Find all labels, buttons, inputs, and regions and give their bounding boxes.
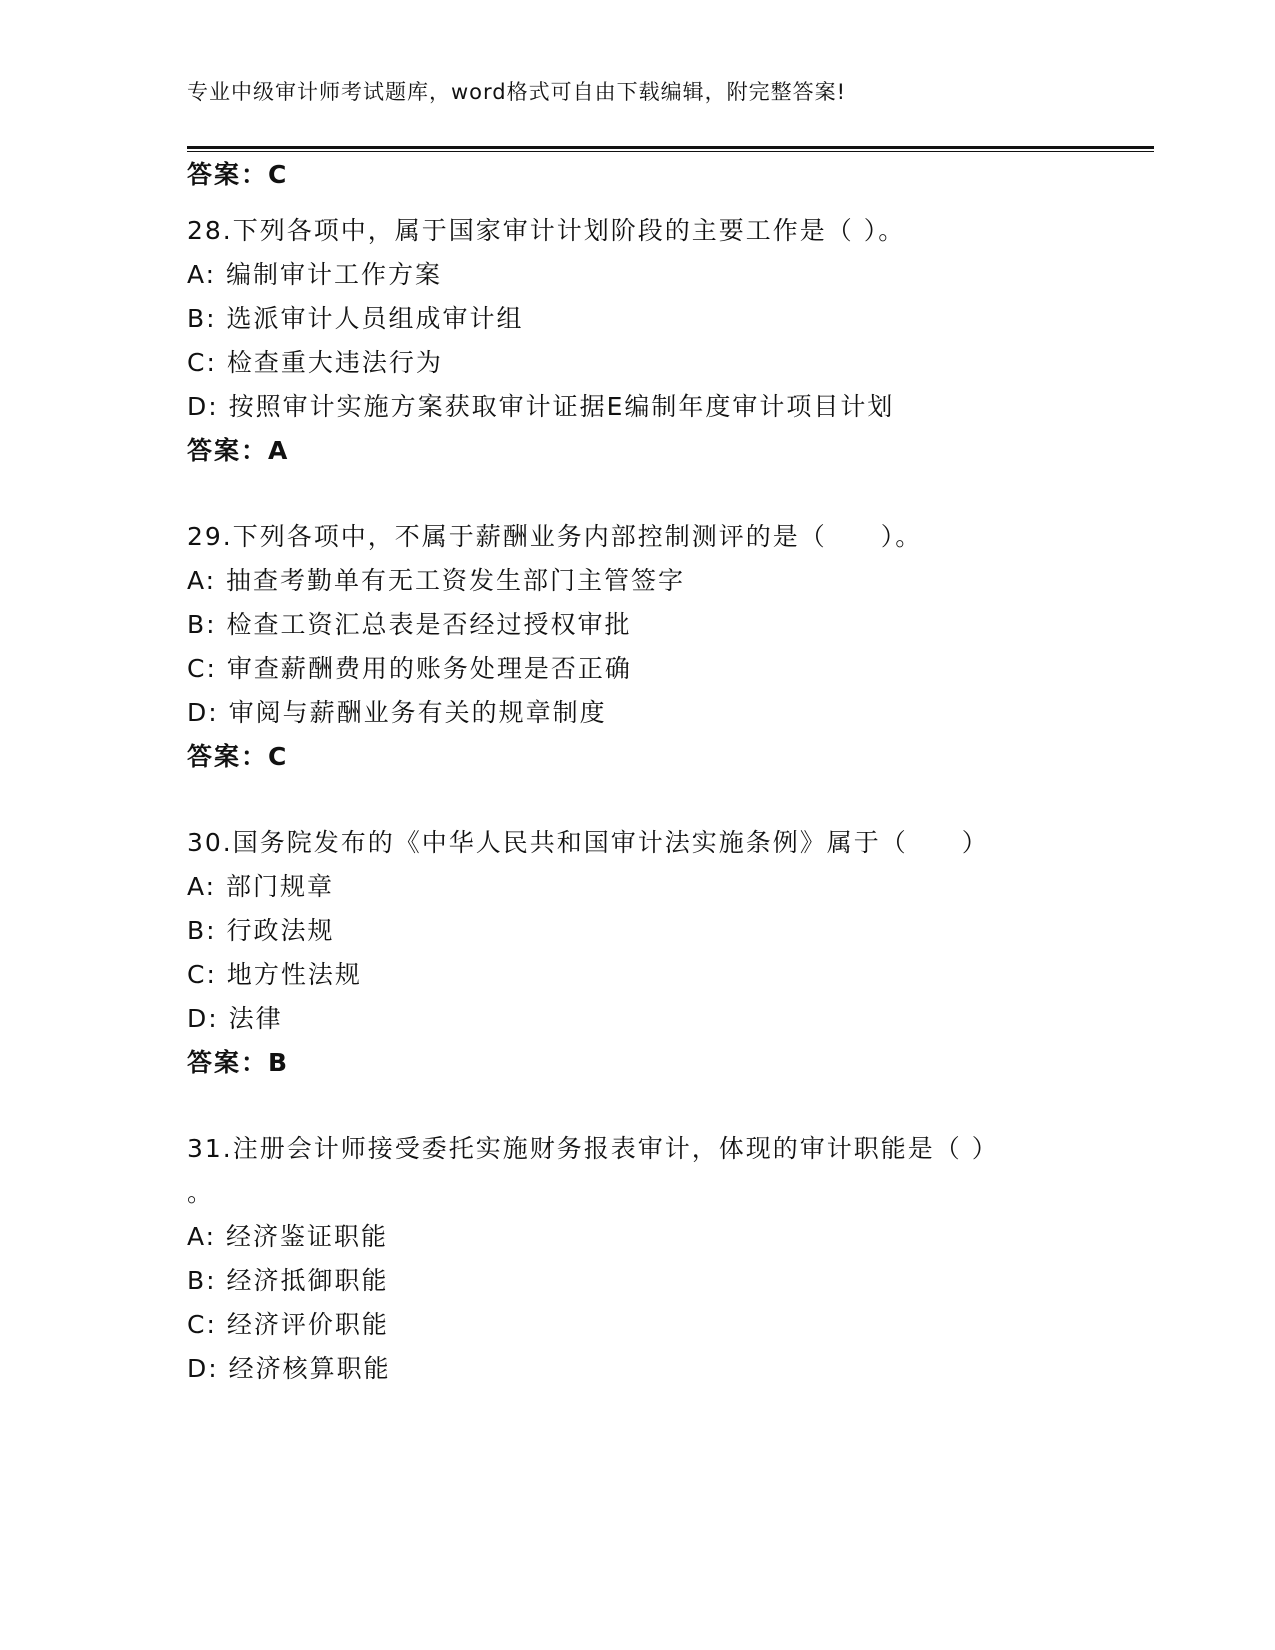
q31-option-c: C: 经济评价职能 bbox=[187, 1310, 389, 1339]
answer-prev: 答案：C bbox=[187, 160, 289, 189]
q28-option-b: B: 选派审计人员组成审计组 bbox=[187, 304, 524, 333]
q29-answer: 答案：C bbox=[187, 742, 289, 771]
q28-answer: 答案：A bbox=[187, 436, 290, 465]
header-rule-thick bbox=[187, 146, 1154, 149]
q30-stem: 30.国务院发布的《中华人民共和国审计法实施条例》属于（ ） bbox=[187, 828, 989, 857]
q29-option-b: B: 检查工资汇总表是否经过授权审批 bbox=[187, 610, 632, 639]
q31-option-a: A: 经济鉴证职能 bbox=[187, 1222, 389, 1251]
q29-option-d: D: 审阅与薪酬业务有关的规章制度 bbox=[187, 698, 607, 727]
q29-option-c: C: 审查薪酬费用的账务处理是否正确 bbox=[187, 654, 632, 683]
q31-option-b: B: 经济抵御职能 bbox=[187, 1266, 389, 1295]
q31-stem: 31.注册会计师接受委托实施财务报表审计，体现的审计职能是（ ） bbox=[187, 1134, 999, 1163]
q29-stem: 29.下列各项中，不属于薪酬业务内部控制测评的是（ ）。 bbox=[187, 522, 923, 551]
q30-option-b: B: 行政法规 bbox=[187, 916, 335, 945]
q30-option-c: C: 地方性法规 bbox=[187, 960, 362, 989]
header-rule-thin bbox=[187, 151, 1154, 152]
q29-option-a: A: 抽查考勤单有无工资发生部门主管签字 bbox=[187, 566, 686, 595]
q28-stem: 28.下列各项中，属于国家审计计划阶段的主要工作是（ ）。 bbox=[187, 216, 906, 245]
q30-option-a: A: 部门规章 bbox=[187, 872, 335, 901]
page-header: 专业中级审计师考试题库，word格式可自由下载编辑，附完整答案! bbox=[187, 80, 847, 104]
q31-stem-continued: 。 bbox=[187, 1178, 215, 1207]
q28-option-c: C: 检查重大违法行为 bbox=[187, 348, 443, 377]
q28-option-a: A: 编制审计工作方案 bbox=[187, 260, 443, 289]
q30-answer: 答案：B bbox=[187, 1048, 290, 1077]
q28-option-d: D: 按照审计实施方案获取审计证据E编制年度审计项目计划 bbox=[187, 392, 895, 421]
q30-option-d: D: 法律 bbox=[187, 1004, 283, 1033]
q31-option-d: D: 经济核算职能 bbox=[187, 1354, 391, 1383]
